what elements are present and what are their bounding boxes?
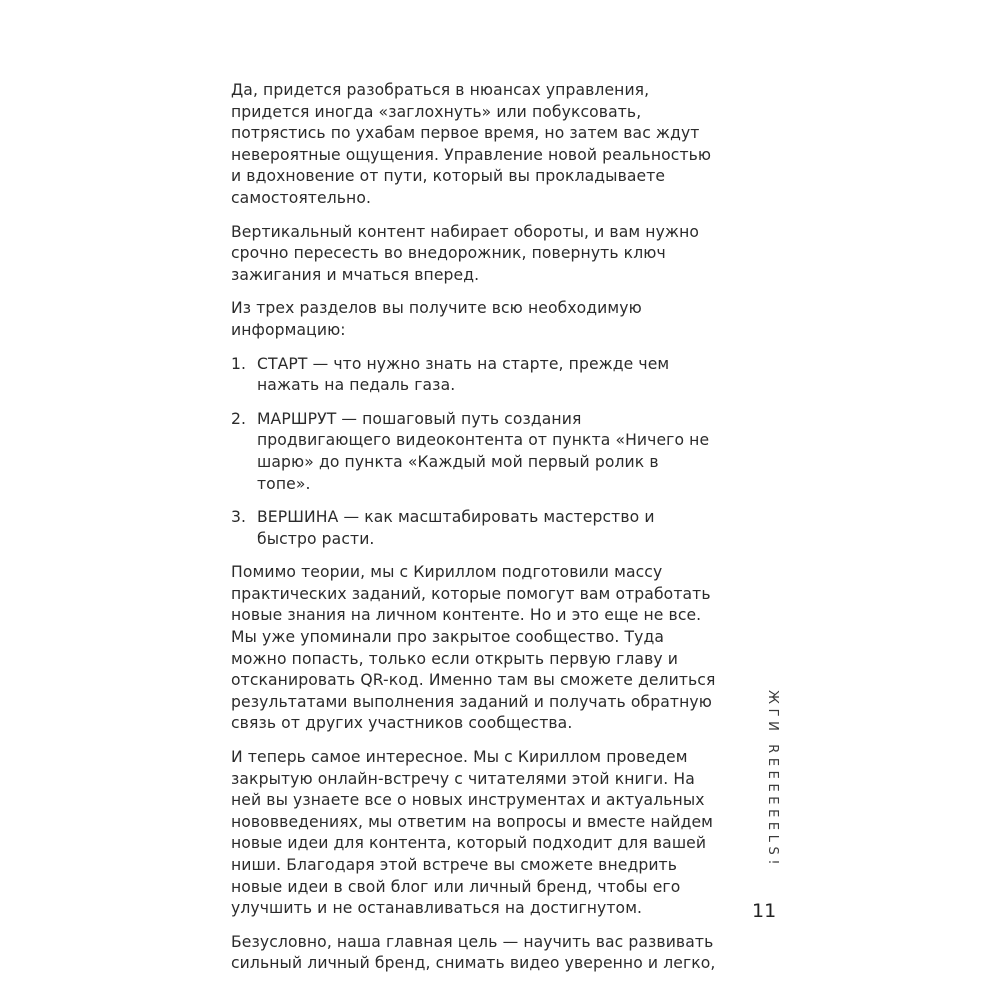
list-item xyxy=(231,507,717,550)
list-item xyxy=(231,354,717,397)
sections-list xyxy=(231,354,717,551)
paragraph: И теперь самое интересное. Мы с Кириллом проведем закрытую онлайн-встречу с читателями этой книги. На ней вы узнаете все о новых инструментах и актуальных нововведениях, мы ответим на вопросы и вместе найдем новые идеи для контента, который подходит для вашей ниши. Благодаря этой встрече вы сможете внедрить новые идеи в свой блог или личный бренд, чтобы его улучшить и не останавливаться на достигнутом. xyxy=(231,748,714,918)
list-item xyxy=(231,409,717,495)
paragraph: Из трех разделов вы получите всю необходимую информацию: xyxy=(231,299,642,339)
paragraph: Да, придется разобраться в нюансах управления, придется иногда «заглохнуть» или побуксовать, потрястись по ухабам первое время, но затем вас ждут невероятные ощущения. Управление новой реальностью и вдохновение от пути, который вы прокладываете самостоятельно. xyxy=(231,81,712,207)
list-item-number: 3. xyxy=(231,508,247,527)
paragraph: Помимо теории, мы с Кириллом подготовили массу практических заданий, которые помогут вам отработать новые знания на личном контенте. Но и это еще не все. Мы уже упоминали про закрытое сообщество. Туда можно попасть, только если открыть первую главу и отсканировать QR-код. Именно там вы сможете делиться результатами выполнения заданий и получать обратную связь от других участников сообщества. xyxy=(231,563,716,733)
paragraph: Безусловно, наша главная цель — научить вас развивать сильный личный бренд, снимать видео уверенно и легко, xyxy=(231,932,716,973)
page-number: 11 xyxy=(752,900,777,922)
list-item-text: ВЕРШИНА — как масштабировать мастерство и быстро расти. xyxy=(257,508,655,548)
list-item-text: СТАРТ — что нужно знать на старте, прежде чем нажать на педаль газа. xyxy=(257,354,670,395)
running-head: ЖГИ REEEEEELS! xyxy=(765,690,780,870)
body-text xyxy=(231,80,717,987)
list-item-number: 2. xyxy=(231,409,247,428)
paragraph: Вертикальный контент набирает обороты, и вам нужно срочно пересесть во внедорожник, повернуть ключ зажигания и мчаться вперед. xyxy=(231,222,700,284)
list-item-text: МАРШРУТ — пошаговый путь создания продвигающего видеоконтента от пункта «Ничего не шарю» до пункта «Каждый мой первый ролик в топе». xyxy=(257,409,710,493)
list-item-number: 1. xyxy=(231,354,247,373)
